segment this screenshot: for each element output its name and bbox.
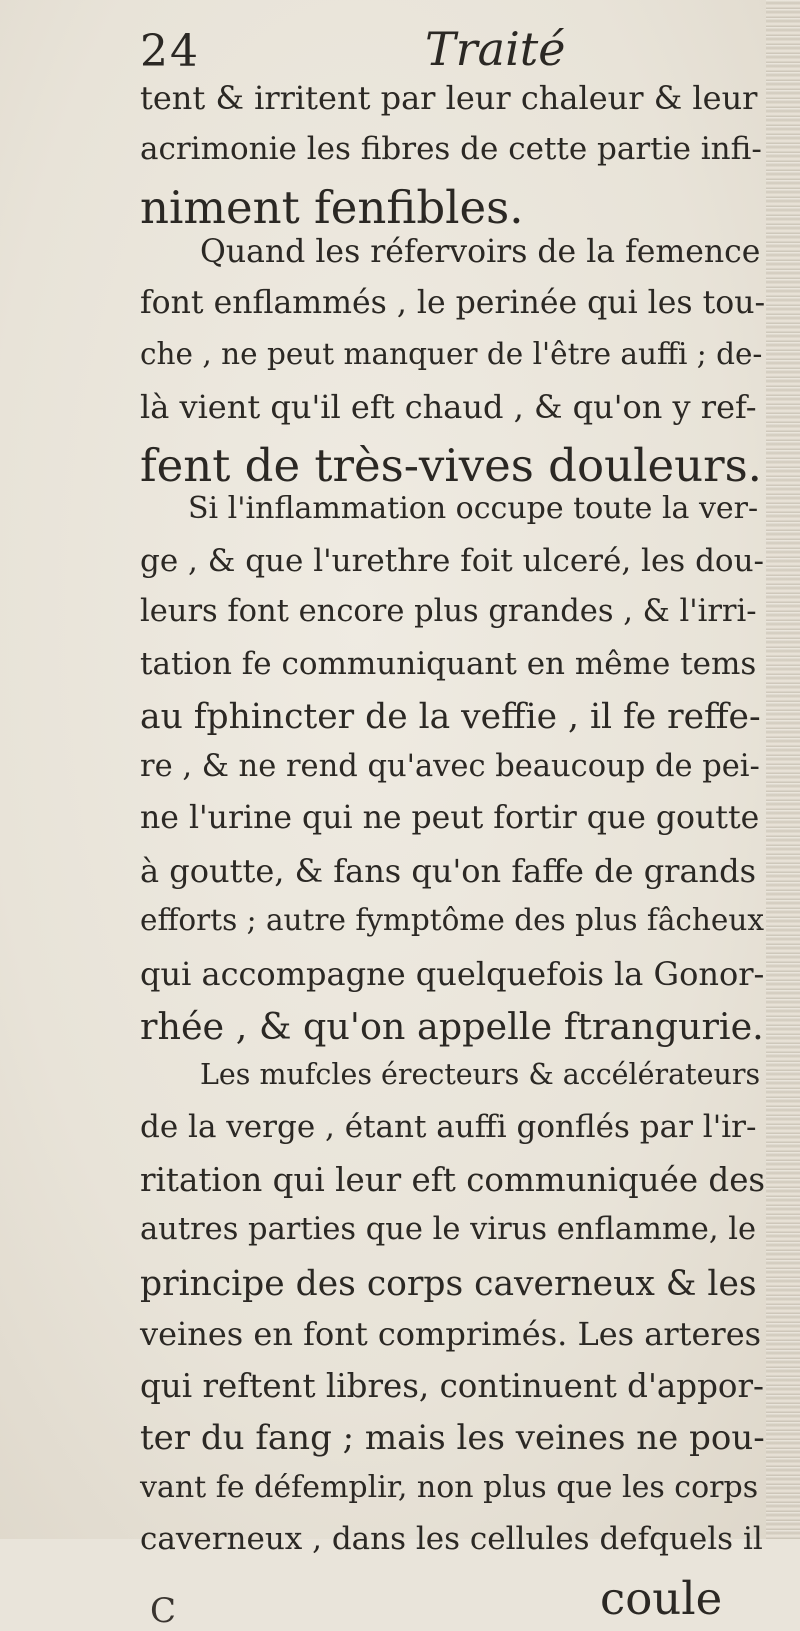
text-line: Quand les réfervoirs de la femence	[200, 233, 761, 270]
text-line: ter du fang ; mais les veines ne pou-	[140, 1418, 765, 1458]
catchword: coule	[600, 1571, 723, 1625]
text-line: caverneux , dans les cellules defquels il	[140, 1521, 763, 1557]
text-line: à goutte, & fans qu'on faffe de grands	[140, 851, 757, 890]
text-line: Les mufcles érecteurs & accélérateurs	[200, 1057, 761, 1091]
running-head: Traité	[425, 22, 566, 76]
text-line: vant fe défemplir, non plus que les corps	[140, 1469, 759, 1505]
page-edge	[766, 0, 800, 1539]
text-line: autres parties que le virus enflamme, le	[140, 1212, 757, 1247]
text-line: Si l'inflammation occupe toute la ver-	[188, 491, 759, 526]
text-line: de la verge , étant auffi gonflés par l'ir-	[140, 1109, 757, 1145]
text-line: veines en font comprimés. Les arteres	[140, 1315, 762, 1353]
page-header	[140, 22, 740, 82]
text-line: che , ne peut manquer de l'être auffi ; de-	[140, 336, 763, 371]
text-line: niment fenfibles.	[140, 181, 524, 234]
text-line: ritation qui leur eft communiquée des	[140, 1160, 766, 1199]
text-line: rhée , & qu'on appelle ftrangurie.	[140, 1005, 764, 1048]
text-line: ge , & que l'urethre foit ulceré, les dou-	[140, 542, 765, 579]
text-line: qui reftent libres, continuent d'appor-	[140, 1366, 764, 1405]
text-line: tent & irritent par leur chaleur & leur	[140, 79, 758, 117]
text-line: là vient qu'il eft chaud , & qu'on y ref-	[140, 388, 757, 426]
page-number: 24	[140, 26, 200, 77]
text-line: leurs font encore plus grandes , & l'irri-	[140, 594, 757, 629]
text-line: tation fe communiquant en même tems	[140, 645, 757, 682]
text-line: re , & ne rend qu'avec beaucoup de pei-	[140, 748, 760, 784]
text-line: principe des corps caverneux & les	[140, 1263, 757, 1304]
text-line: qui accompagne quelquefois la Gonor-	[140, 954, 765, 993]
text-line: font enflammés , le perinée qui les tou-	[140, 285, 766, 321]
text-line: acrimonie les fibres de cette partie infi-	[140, 130, 762, 167]
text-line: fent de très-vives douleurs.	[140, 438, 762, 492]
text-line: ne l'urine qui ne peut fortir que goutte	[140, 800, 760, 836]
text-line: efforts ; autre fymptôme des plus fâcheux	[140, 903, 765, 937]
signature-mark: C	[150, 1590, 177, 1631]
text-line: au fphincter de la veffie , il fe reffe-	[140, 697, 761, 737]
